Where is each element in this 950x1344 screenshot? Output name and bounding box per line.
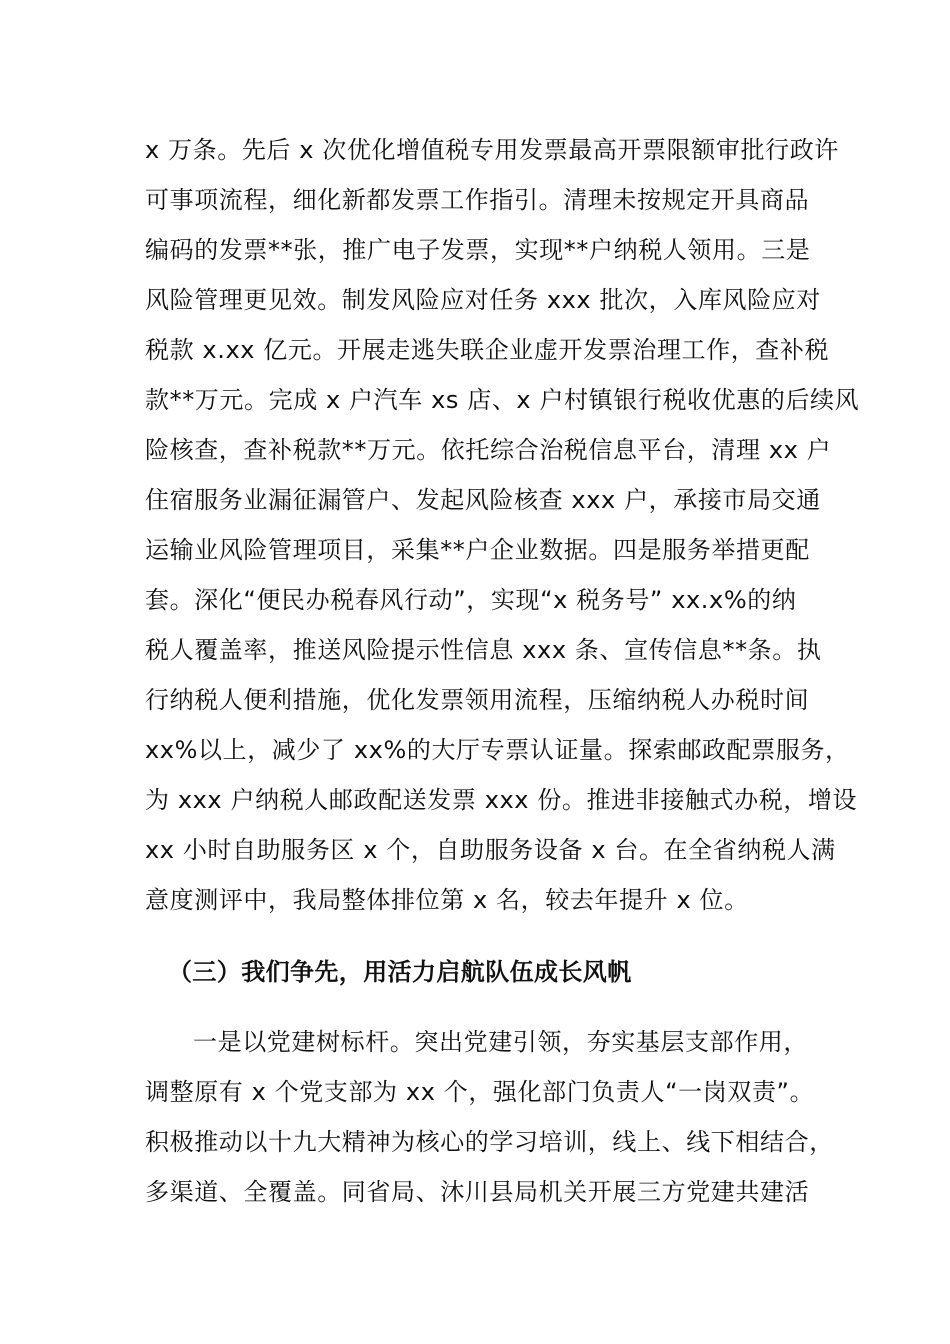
paragraph-line: 一是以党建树标杆。突出党建引领，夯实基层支部作用，: [193, 1028, 808, 1056]
paragraph-line: 套。深化“便民办税春风行动”，实现“x 税务号” xx.x%的纳: [145, 586, 797, 614]
paragraph-line: 运输业风险管理项目，采集**户企业数据。四是服务举措更配: [145, 536, 810, 564]
paragraph-line: 积极推动以十九大精神为核心的学习培训，线上、线下相结合，: [145, 1128, 834, 1156]
paragraph-line: 调整原有 x 个党支部为 xx 个，强化部门负责人“一岗双责”。: [145, 1078, 815, 1106]
paragraph-line: 税人覆盖率，推送风险提示性信息 xxx 条、宣传信息**条。执: [145, 636, 822, 664]
paragraph-line: 险核查，查补税款**万元。依托综合治税信息平台，清理 xx 户: [145, 436, 832, 464]
section-heading: （三）我们争先，用活力启航队伍成长风帆: [168, 958, 632, 986]
paragraph-line: 可事项流程，细化新都发票工作指引。清理未按规定开具商品: [145, 186, 810, 214]
paragraph-line: 税款 x.xx 亿元。开展走逃失联企业虚开发票治理工作，查补税: [145, 336, 830, 364]
paragraph-line: xx%以上，减少了 xx%的大厅专票认证量。探索邮政配票服务，: [145, 736, 850, 764]
paragraph-line: 行纳税人便利措施，优化发票领用流程，压缩纳税人办税时间: [145, 686, 810, 714]
paragraph-line: 住宿服务业漏征漏管户、发起风险核查 xxx 户，承接市局交通: [145, 486, 821, 514]
paragraph-line: xx 小时自助服务区 x 个，自助服务设备 x 台。在全省纳税人满: [145, 836, 836, 864]
paragraph-line: 为 xxx 户纳税人邮政配送发票 xxx 份。推进非接触式办税，增设: [145, 786, 858, 814]
paragraph-line: 款**万元。完成 x 户汽车 xs 店、x 户村镇银行税收优惠的后续风: [145, 386, 860, 414]
paragraph-line: x 万条。先后 x 次优化增值税专用发票最高开票限额审批行政许: [145, 136, 839, 164]
paragraph-line: 编码的发票**张，推广电子发票，实现**户纳税人领用。三是: [145, 236, 811, 264]
paragraph-line: 意度测评中，我局整体排位第 x 名，较去年提升 x 位。: [145, 886, 749, 914]
paragraph-line: 多渠道、全覆盖。同省局、沐川县局机关开展三方党建共建活: [145, 1178, 810, 1206]
paragraph-line: 风险管理更见效。制发风险应对任务 xxx 批次，入库风险应对: [145, 286, 821, 314]
